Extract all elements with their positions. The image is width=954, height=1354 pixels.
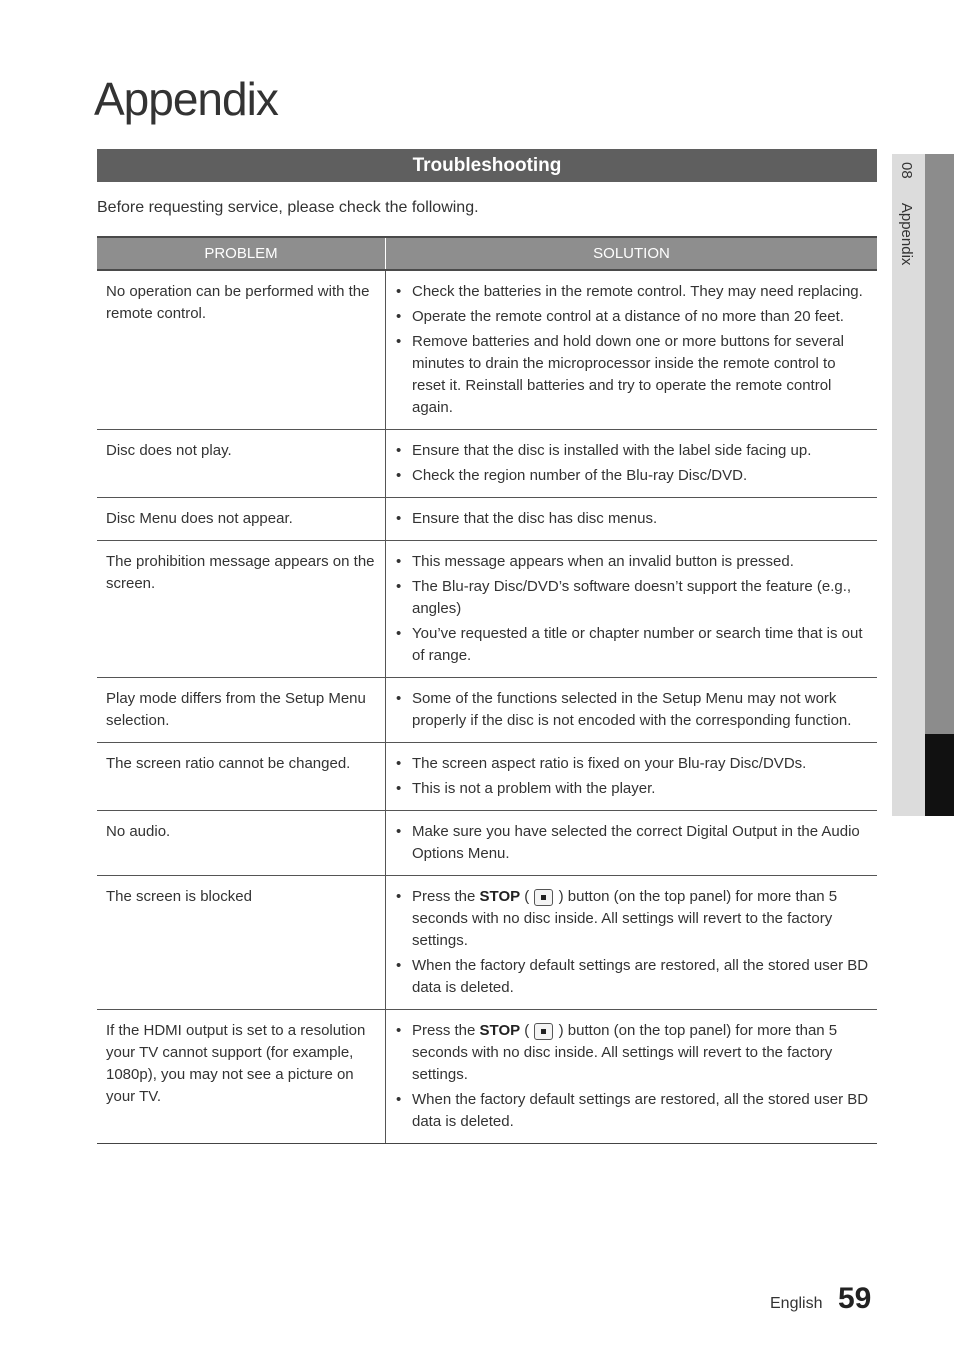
side-tab-marker [925,734,954,816]
section-title: Troubleshooting [97,149,877,182]
press-text: Press the [412,888,476,905]
solution-cell [386,270,878,430]
table-row [97,876,877,1010]
stop-description: ) button (on the top panel) for more than 5 seconds with no disc inside. All settings will revert to the factory settings. [412,1022,838,1083]
solution-cell [386,541,878,678]
stop-label: STOP [479,888,521,905]
table-row [97,1010,877,1144]
solution-item: • The Blu-ray Disc/DVD’s software doesn’t support the feature (e.g., angles) [395,576,873,620]
page-title: Appendix [94,73,278,125]
problem-cell: The screen is blocked [97,876,386,1010]
solution-item: • Ensure that the disc is installed with the label side facing up. [395,440,873,462]
press-text: Press the [412,1022,476,1039]
stop-button-icon [534,1023,553,1040]
problem-cell: The screen ratio cannot be changed. [97,743,386,811]
problem-cell: No operation can be performed with the remote control. [97,270,386,430]
stop-button-icon [534,889,553,906]
solution-item: • Check the batteries in the remote control. They may need replacing. [395,281,873,303]
solution-item: • This message appears when an invalid button is pressed. [395,551,873,573]
solution-item: • Operate the remote control at a distance of no more than 20 feet. [395,306,873,328]
solution-item: • When the factory default settings are restored, all the stored user BD data is deleted. [395,955,873,999]
problem-header: PROBLEM [97,237,386,270]
solution-cell [386,678,878,743]
solution-cell [386,498,878,541]
solution-item [395,1020,873,1086]
solution-item: • Check the region number of the Blu-ray Disc/DVD. [395,465,873,487]
side-tab-strip [925,154,954,734]
solution-item: • The screen aspect ratio is fixed on your Blu-ray Disc/DVDs. [395,753,873,775]
solution-item: • Remove batteries and hold down one or more buttons for several minutes to drain the microprocessor inside the remote control to reset it. Reinstall batteries and try to operate the remote control again. [395,331,873,419]
problem-cell: If the HDMI output is set to a resolution your TV cannot support (for example, 1080p), you may not see a picture on your TV. [97,1010,386,1144]
solution-cell [386,430,878,498]
stop-description: ) button (on the top panel) for more than 5 seconds with no disc inside. All settings will revert to the factory settings. [412,888,838,949]
solution-cell [386,876,878,1010]
footer-language: English [770,1295,823,1312]
table-row [97,743,877,811]
solution-item: • When the factory default settings are restored, all the stored user BD data is deleted. [395,1089,873,1133]
solution-cell [386,743,878,811]
open-paren: ( [524,1022,530,1039]
side-tab-number: 08 [898,162,915,179]
table-row [97,498,877,541]
side-tab-label [898,162,915,265]
solution-item: • You’ve requested a title or chapter number or search time that is out of range. [395,623,873,667]
table-row [97,811,877,876]
problem-cell: Disc Menu does not appear. [97,498,386,541]
problem-cell: Play mode differs from the Setup Menu selection. [97,678,386,743]
problem-cell: Disc does not play. [97,430,386,498]
problem-cell: The prohibition message appears on the screen. [97,541,386,678]
solution-cell [386,811,878,876]
table-row [97,270,877,430]
solution-item [395,886,873,952]
troubleshooting-table [97,236,877,1144]
solution-cell [386,1010,878,1144]
table-header-row [97,237,877,270]
table-row [97,430,877,498]
problem-cell: No audio. [97,811,386,876]
solution-item: • Ensure that the disc has disc menus. [395,508,873,530]
solution-header: SOLUTION [386,237,878,270]
side-tab-chapter: Appendix [898,202,915,266]
solution-item: • Some of the functions selected in the Setup Menu may not work properly if the disc is not encoded with the corresponding function. [395,688,873,732]
table-row [97,541,877,678]
table-row [97,678,877,743]
solution-item: • Make sure you have selected the correct Digital Output in the Audio Options Menu. [395,821,873,865]
intro-text: Before requesting service, please check the following. [97,199,479,216]
solution-item: • This is not a problem with the player. [395,778,873,800]
open-paren: ( [524,888,530,905]
stop-label: STOP [479,1022,521,1039]
page-number: 59 [838,1282,872,1315]
